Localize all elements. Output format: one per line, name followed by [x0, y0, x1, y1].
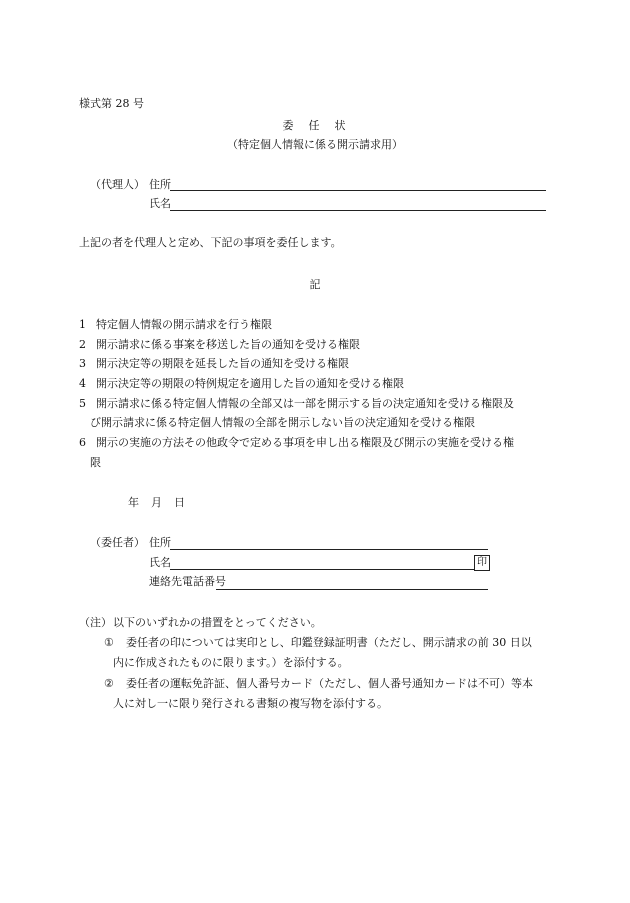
delegator-name-field[interactable]	[170, 569, 474, 570]
list-item-number: 6	[79, 436, 86, 449]
notes-intro: 以下のいずれかの措置をとってください。	[113, 616, 322, 629]
seal-box: 印	[474, 555, 490, 571]
list-item-number: 4	[79, 377, 86, 390]
list-item-number: 3	[79, 357, 86, 370]
note-text-continuation: 人に対し一に限り発行される書類の複写物を添付する。	[113, 697, 388, 710]
list-item-number: 2	[79, 338, 86, 351]
page-subtitle: （特定個人情報に係る開示請求用）	[227, 138, 403, 151]
form-number: 様式第 28 号	[79, 97, 144, 110]
list-item-continuation: び開示請求に係る特定個人情報の全部を開示しない旨の決定通知を受ける権限	[90, 416, 475, 429]
list-item: 開示決定等の期限を延長した旨の通知を受ける権限	[96, 357, 349, 370]
note-marker: ①	[104, 636, 114, 649]
agent-address-field[interactable]	[170, 190, 546, 191]
ki-heading: 記	[309, 278, 321, 291]
delegator-label: （委任者）	[90, 536, 145, 549]
agent-name-label: 氏名	[149, 197, 171, 210]
agent-address-label: 住所	[149, 178, 171, 191]
notes-label: （注）	[79, 616, 112, 629]
note-text-continuation: 内に作成されたものに限ります。）を添付する。	[113, 656, 349, 669]
list-item: 開示請求に係る事案を移送した旨の通知を受ける権限	[96, 338, 360, 351]
list-item-number: 5	[79, 397, 86, 410]
list-item: 開示決定等の期限の特例規定を適用した旨の通知を受ける権限	[96, 377, 404, 390]
list-item: 特定個人情報の開示請求を行う権限	[96, 318, 272, 331]
delegator-address-label: 住所	[149, 536, 171, 549]
agent-name-field[interactable]	[170, 210, 546, 211]
page-title: 委 任 状	[282, 119, 348, 132]
list-item: 開示請求に係る特定個人情報の全部又は一部を開示する旨の決定通知を受ける権限及	[96, 397, 514, 410]
list-item: 開示の実施の方法その他政令で定める事項を申し出る権限及び開示の実施を受ける権	[96, 436, 514, 449]
date-month: 月	[151, 496, 162, 509]
list-item-continuation: 限	[90, 456, 101, 469]
date-day: 日	[174, 496, 185, 509]
note-marker: ②	[104, 677, 114, 690]
delegator-address-field[interactable]	[170, 549, 488, 550]
delegator-phone-label: 連絡先電話番号	[149, 575, 226, 588]
delegator-name-label: 氏名	[149, 556, 171, 569]
agent-label: （代理人）	[90, 178, 145, 191]
delegator-phone-field[interactable]	[216, 589, 488, 590]
note-text: 委任者の運転免許証、個人番号カード（ただし、個人番号通知カードは不可）等本	[126, 677, 533, 690]
list-item-number: 1	[79, 318, 86, 331]
note-text: 委任者の印については実印とし、印鑑登録証明書（ただし、開示請求の前 30 日以	[126, 636, 532, 649]
date-year: 年	[128, 496, 139, 509]
delegation-statement: 上記の者を代理人と定め、下記の事項を委任します。	[79, 236, 342, 249]
